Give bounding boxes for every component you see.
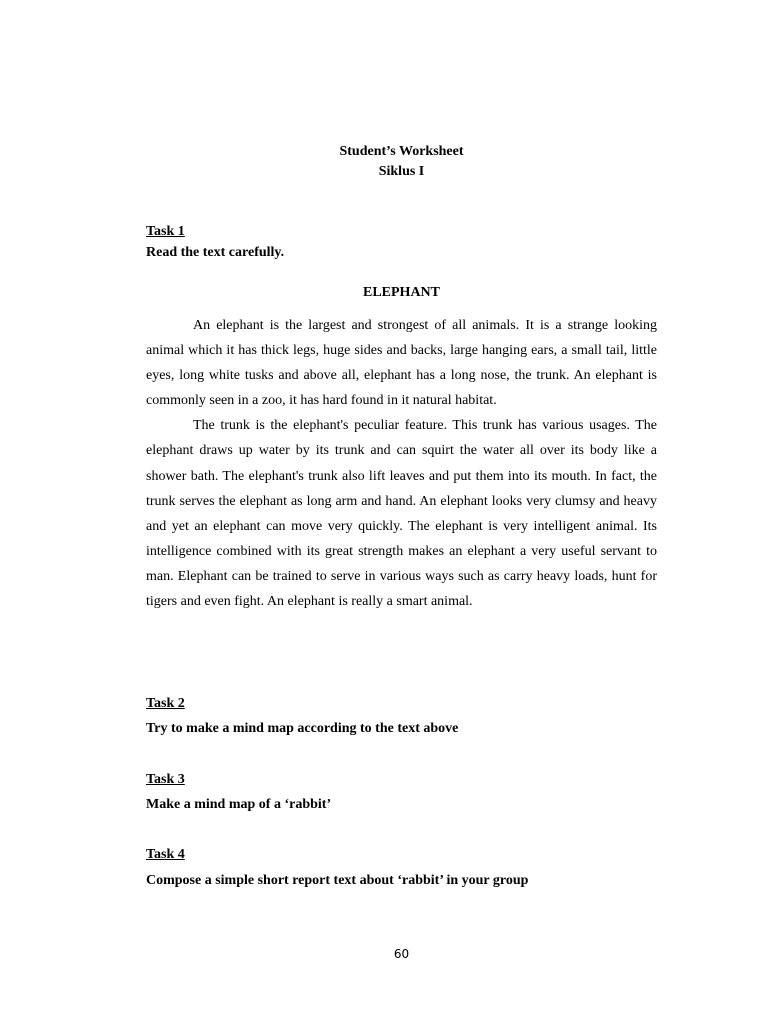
task-3-instruction: Make a mind map of a ‘rabbit’: [146, 797, 332, 812]
task-4-label: Task 4: [146, 847, 185, 862]
task-2-label: Task 2: [146, 696, 185, 711]
task-3-label: Task 3: [146, 772, 185, 787]
story-text: [146, 313, 657, 614]
story-title: ELEPHANT: [362, 285, 440, 300]
task-1-instruction: Read the text carefully.: [146, 245, 285, 260]
task-4-instruction: Compose a simple short report text about ‘rabbit’ in your group: [146, 873, 529, 888]
worksheet-header: [146, 142, 657, 182]
task-2-instruction: Try to make a mind map according to the text above: [146, 721, 459, 736]
worksheet-cycle: Siklus I: [378, 164, 425, 179]
worksheet-title: Student’s Worksheet: [339, 144, 464, 159]
story-paragraph-1: An elephant is the largest and strongest of all animals. It is a strange looking animal which it has thick legs, huge sides and backs, large hanging ears, a small tail, little eyes, long white tusks and above all, elephant has a long nose, the trunk. An elephant is commonly seen in a zoo, it has hard found in it natural habitat.: [146, 318, 657, 409]
story-paragraph-2: The trunk is the elephant's peculiar feature. This trunk has various usages. The elephant draws up water by its trunk and can squirt the water all over its body like a shower bath. The elephant's trunk also lift leaves and put them into its mouth. In fact, the trunk serves the elephant as long arm and hand. An elephant looks very clumsy and heavy and yet an elephant can move very quickly. The elephant is very intelligent animal. Its intelligence combined with its great strength makes an elephant a very useful servant to man. Elephant can be trained to serve in various ways such as carry heavy loads, hunt for tigers and even fight. An elephant is really a smart animal.: [146, 418, 657, 610]
task-1-label: Task 1: [146, 224, 185, 239]
page-number: 60: [393, 947, 410, 961]
